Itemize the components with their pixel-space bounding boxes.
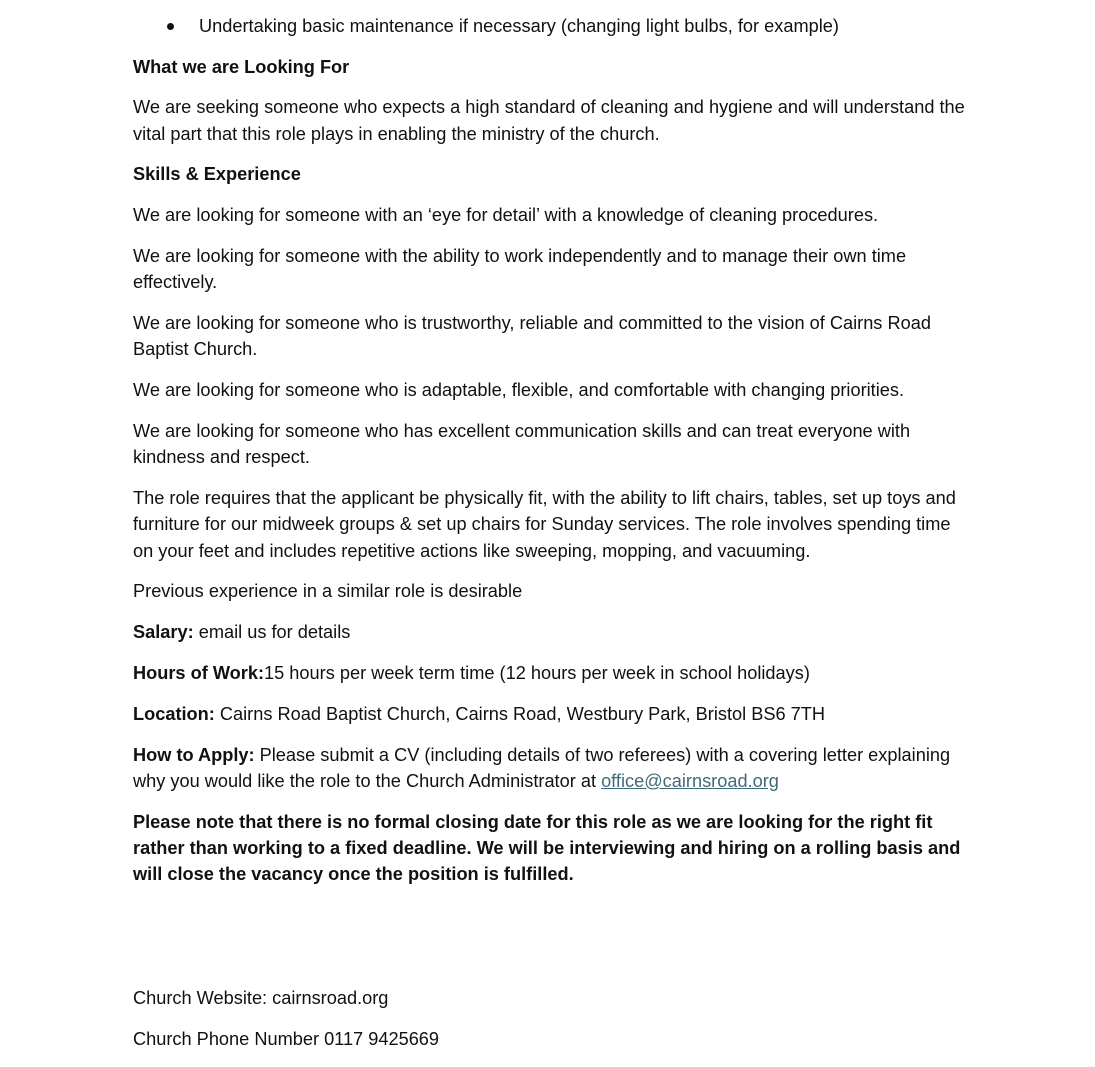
- skills-paragraph: We are looking for someone who is adaptable, flexible, and comfortable with changing priorities.: [133, 380, 905, 401]
- skills-paragraph: The role requires that the applicant be physically fit, with the ability to lift chairs, tables, set up toys and furniture for our midweek groups & set up chairs for Sunday services. The role involves spending time on your feet and includes repetitive actions like sweeping, mopping, and vacuuming.: [133, 488, 956, 561]
- bullet-icon: [167, 23, 174, 30]
- looking-for-heading: What we are Looking For: [133, 56, 350, 77]
- list-item-text: Undertaking basic maintenance if necessary (changing light bulbs, for example): [199, 16, 839, 36]
- hours-label: Hours of Work:: [133, 663, 265, 684]
- skills-paragraph: We are looking for someone who is trustworthy, reliable and committed to the vision of Cairns Road Baptist Church.: [133, 313, 931, 360]
- looking-for-paragraph: We are seeking someone who expects a high standard of cleaning and hygiene and will understand the vital part that this role plays in enabling the ministry of the church.: [133, 97, 965, 144]
- skills-paragraph: We are looking for someone with an ‘eye for detail’ with a knowledge of cleaning procedures.: [133, 205, 879, 226]
- document-page: [133, 0, 968, 1052]
- skills-paragraph: Previous experience in a similar role is desirable: [133, 581, 523, 602]
- skills-paragraph: We are looking for someone with the ability to work independently and to manage their own time effectively.: [133, 245, 907, 293]
- list-item: [133, 13, 968, 39]
- apply-text: Please submit a CV (including details of two referees) with a covering letter explaining why you would like the role to the Church Administrator at: [133, 744, 951, 791]
- location-value: Cairns Road Baptist Church, Cairns Road, Westbury Park, Bristol BS6 7TH: [214, 703, 826, 724]
- spacer: [133, 888, 968, 971]
- church-phone: Church Phone Number 0117 9425669: [133, 1028, 440, 1049]
- church-website: Church Website: cairnsroad.org: [133, 988, 389, 1009]
- salary-line: [133, 619, 968, 645]
- hours-value: 15 hours per week term time (12 hours per week in school holidays): [264, 663, 810, 684]
- email-link[interactable]: office@cairnsroad.org: [601, 770, 779, 791]
- apply-label: How to Apply:: [133, 744, 255, 765]
- skills-heading: Skills & Experience: [133, 164, 301, 185]
- skills-paragraph: We are looking for someone who has excellent communication skills and can treat everyone with kindness and respect.: [133, 420, 911, 468]
- salary-label: Salary:: [133, 622, 194, 643]
- closing-date-notice: Please note that there is no formal closing date for this role as we are looking for the right fit rather than working to a fixed deadline. We will be interviewing and hiring on a rolling basis and will close the vacancy once the position is fulfilled.: [133, 811, 961, 885]
- salary-value: email us for details: [193, 622, 351, 643]
- location-line: [133, 701, 968, 727]
- hours-line: [133, 660, 968, 686]
- apply-line: [133, 742, 968, 795]
- location-label: Location:: [133, 703, 215, 724]
